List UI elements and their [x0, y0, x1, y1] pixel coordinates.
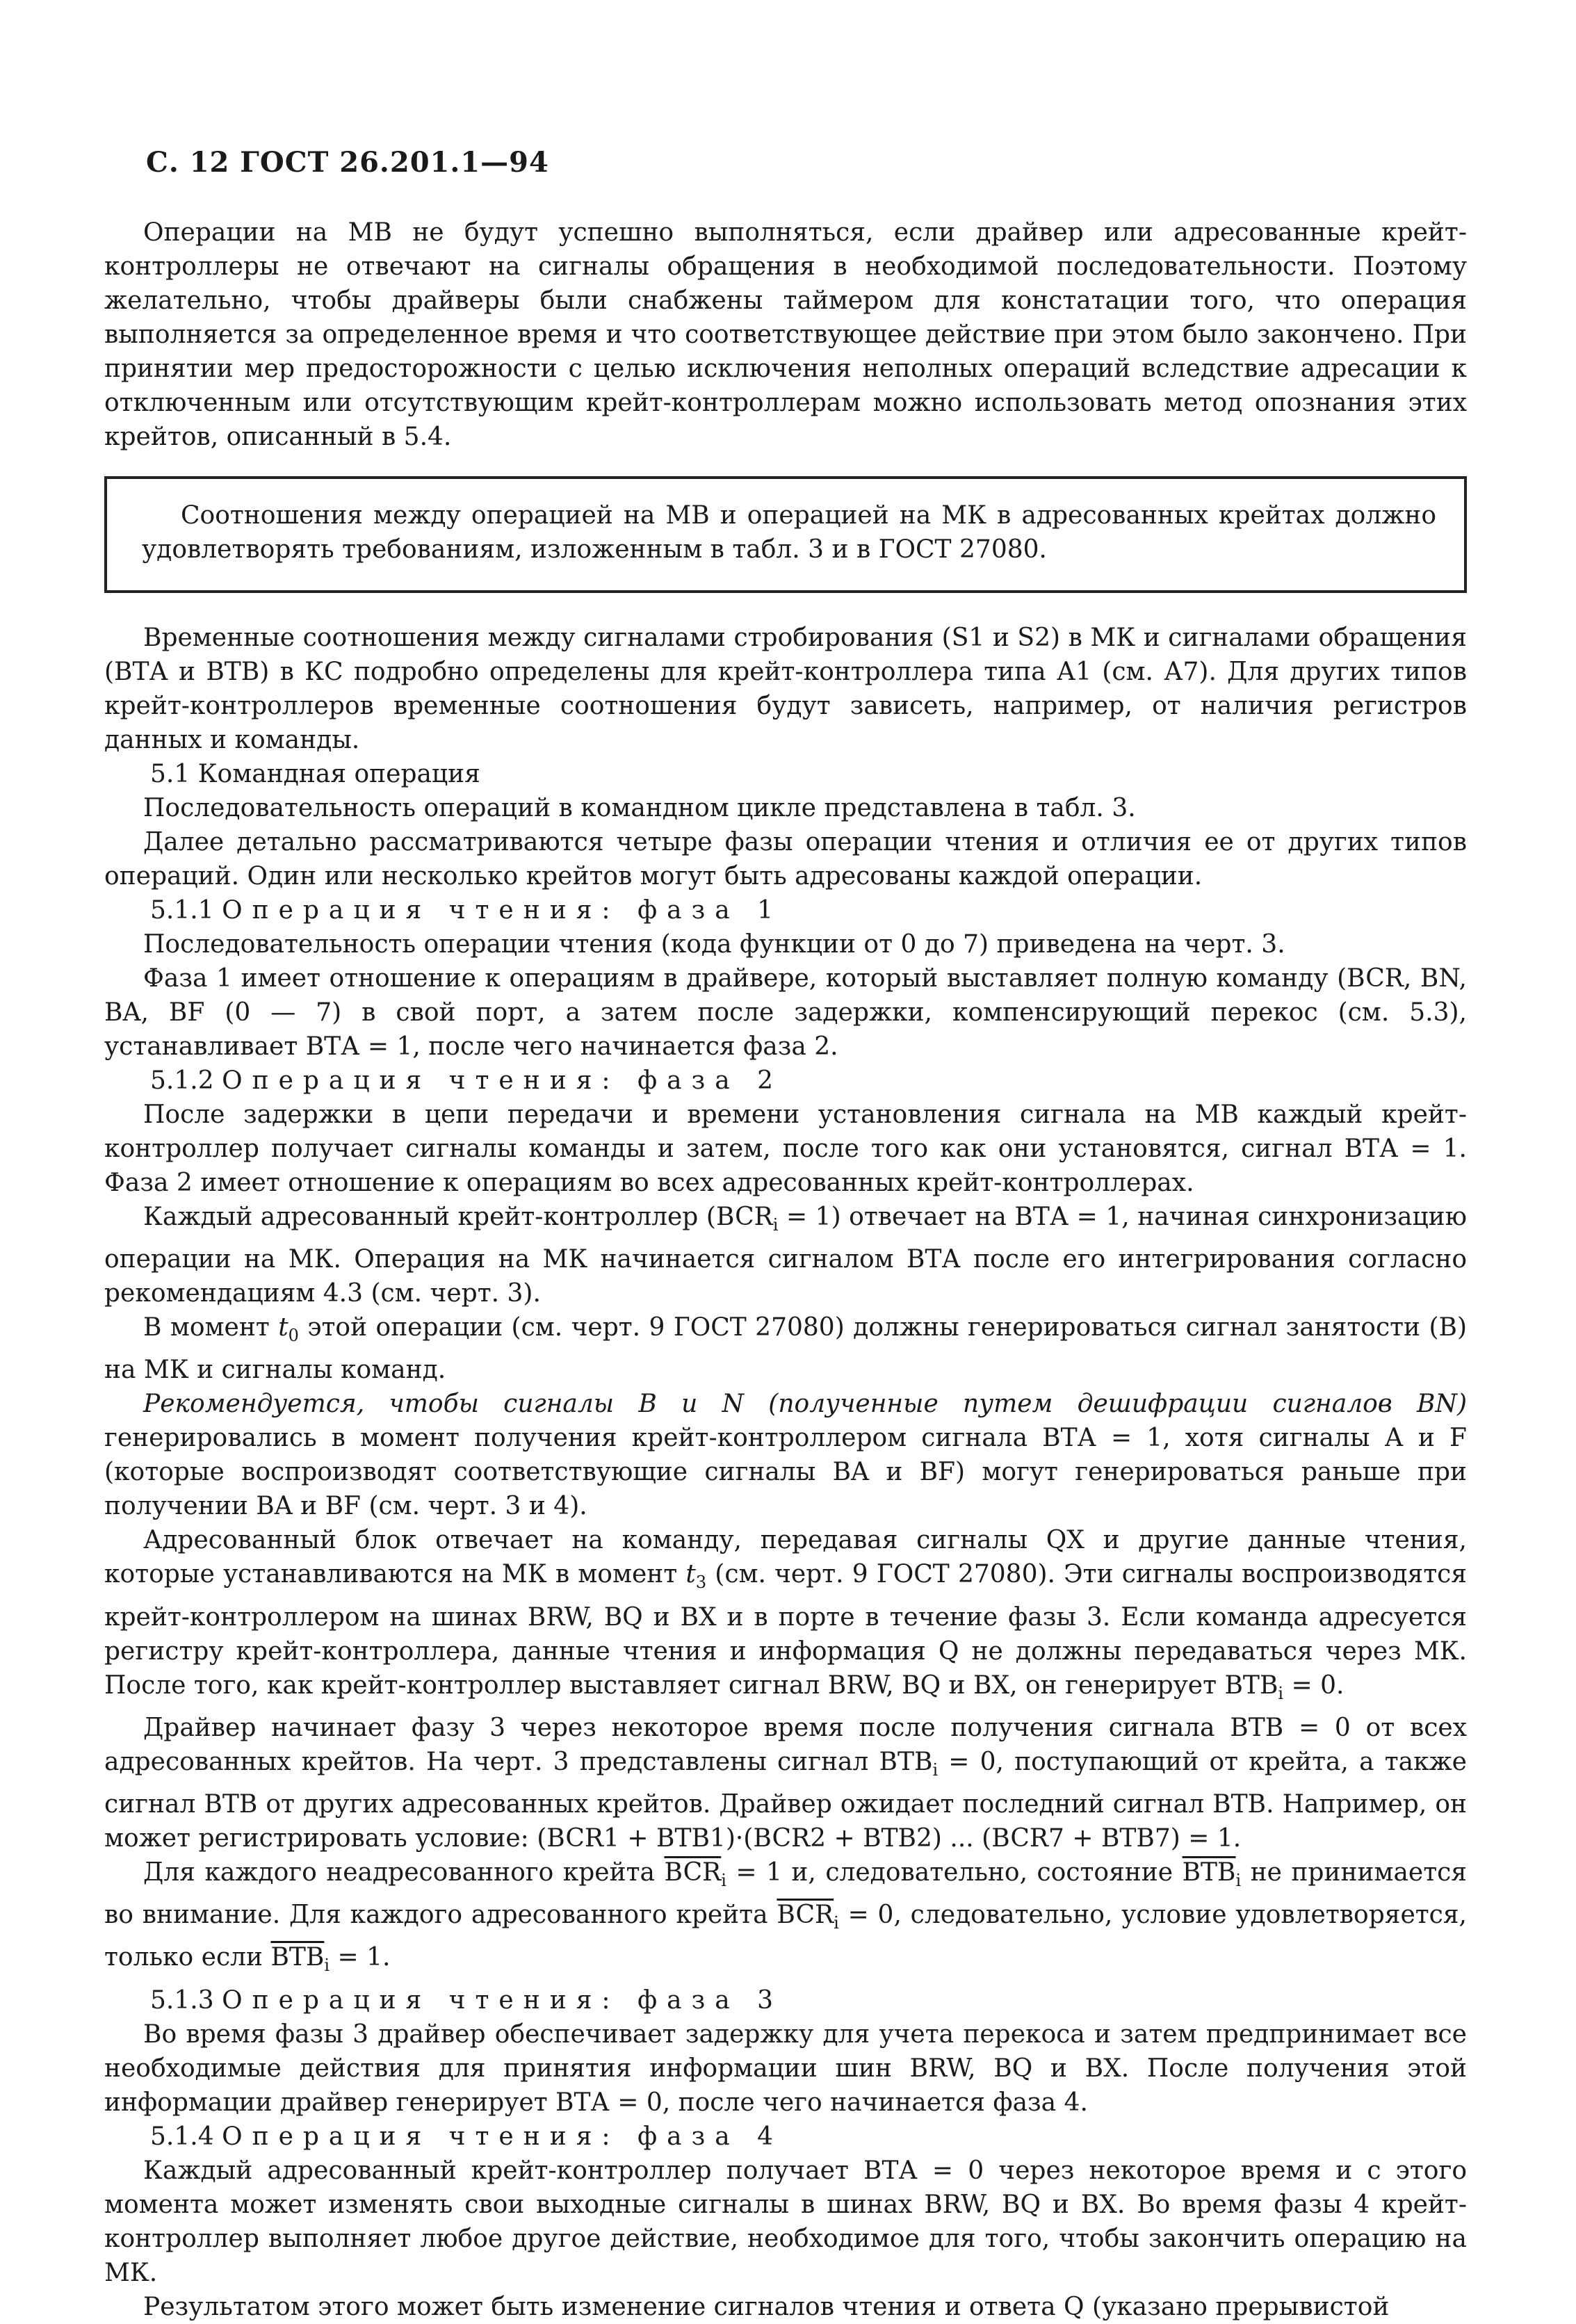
page-header: С. 12 ГОСТ 26.201.1—94 [146, 146, 549, 179]
intro-paragraph: Операции на МВ не будут успешно выполняться, если драйвер или адресованные крейт-контроллеры не отвечают на сигналы обращения в необходимой последовательности. Поэтому желательно, чтобы драйверы были снабжены таймером для констатации того, что операция выполняется за определенное время и что соответствующее действие при этом было закончено. При принятии мер предосторожности с целью исключения неполных операций вследствие адресации к отключенным или отсутствующим крейт-контроллерам можно использовать метод опознания этих крейтов, описанный в 5.4. [104, 218, 1467, 451]
section-heading: Операция чтения: фаза 2 [222, 1066, 783, 1095]
timing-paragraph: Временные соотношения между сигналами стробирования (S1 и S2) в МК и сигналами обращения (ВТА и ВТВ) в КС подробно определены для крейт-контроллера типа А1 (см. А7). Для других типов крейт-контроллеров временные соотношения будут зависеть, например, от наличия регистров данных и команды. [104, 624, 1467, 754]
section-5-1-2-p7: Для каждого неадресованного крейта $\overline{BCR}_i = 1$ и, следовательно, состояние $\overline{BTB}_i$ не принимается во внимание. Для каждого адресованного крейта $\overline{BCR}_i = 0$, следовательно, условие удовлетворяется, только если $\overline{BTB}_i = 1$. [104, 1858, 1468, 1976]
document-body [104, 216, 1467, 2324]
section-heading: Операция чтения: фаза 4 [222, 2122, 783, 2151]
section-number: 5.1.2 [150, 1066, 214, 1095]
section-5-1-3-title [104, 1983, 1467, 2017]
section-5-1-p1: Последовательность операций в командном цикле представлена в табл. 3. [143, 794, 1136, 822]
section-heading: Операция чтения: фаза 3 [222, 1985, 783, 2015]
section-5-1-2-p3: В момент $t_0$ этой операции (см. черт. 9 ГОСТ 27080) должны генерироваться сигнал занятости (В) на МК и сигналы команд. [104, 1313, 1467, 1385]
section-number: 5.1.4 [150, 2122, 214, 2151]
requirement-box [104, 476, 1467, 593]
section-5-1-p2: Далее детально рассматриваются четыре фазы операции чтения и отличия ее от других типов операций. Один или несколько крейтов могут быть адресованы каждой операции. [104, 828, 1467, 891]
section-5-1-1-title [104, 893, 1467, 927]
section-5-1-title: 5.1 Командная операция [150, 760, 480, 788]
section-5-1-4-p1: Каждый адресованный крейт-контроллер получает ВТА = 0 через некоторое время и с этого момента может изменять свои выходные сигналы в шинах BRW, BQ и BX. Во время фазы 4 крейт-контроллер выполняет любое другое действие, необходимое для того, чтобы закончить операцию на МК. [104, 2156, 1467, 2287]
logic-formula: (BCR1 + BTB1)·(BCR2 + BTB2) ... (BCR7 + BTB7) = 1. [537, 1823, 1242, 1853]
section-5-1-2-p6: Драйвер начинает фазу 3 через некоторое время после получения сигнала ВТВ = 0 от всех адресованных крейтов. На черт. 3 представлены сигнал $BTB_i = 0$, поступающий от крейта, а также сигнал ВТВ от других адресованных крейтов. Драйвер ожидает последний сигнал ВТВ. Например, он может регистрировать условие: (BCR1 + BTB1)·(BCR2 + BTB2) ... (BCR7 + BTB7) = 1. [104, 1713, 1467, 1853]
section-5-1-2-p1: После задержки в цепи передачи и времени установления сигнала на МВ каждый крейт-контроллер получает сигналы команды и затем, после того как они установятся, сигнал ВТА = 1. Фаза 2 имеет отношение к операциям во всех адресованных крейт-контроллерах. [104, 1100, 1467, 1197]
section-5-1-1-p2: Фаза 1 имеет отношение к операциям в драйвере, который выставляет полную команду (BCR, BN, BA, BF (0 — 7) в свой порт, а затем после задержки, компенсирующий перекос (см. 5.3), устанавливает ВТА = 1, после чего начинается фаза 2. [104, 964, 1467, 1061]
section-5-1-2-p4: Рекомендуется, чтобы сигналы В и N (полученные путем дешифрации сигналов BN) генерировались в момент получения крейт-контроллером сигнала ВТА = 1, хотя сигналы А и F (которые воспроизводят соответствующие сигналы BA и BF) могут генерироваться раньше при получении BA и BF (см. черт. 3 и 4). [104, 1390, 1468, 1521]
section-number: 5.1.1 [150, 896, 214, 925]
section-number: 5.1.3 [150, 1985, 214, 2015]
section-5-1-3-p1: Во время фазы 3 драйвер обеспечивает задержку для учета перекоса и затем предпринимает все необходимые действия для принятия информации шин BRW, BQ и BX. После получения этой информации драйвер генерирует ВТА = 0, после чего начинается фаза 4. [104, 2020, 1467, 2117]
requirement-text: Соотношения между операцией на МВ и операцией на МК в адресованных крейтах должно удовлетворять требованиям, изложенным в табл. 3 и в ГОСТ 27080. [142, 501, 1436, 564]
section-5-1-2-title [104, 1064, 1467, 1098]
section-5-1-4-title [104, 2120, 1467, 2154]
section-5-1-2-p2: Каждый адресованный крейт-контроллер $(BCR_i = 1)$ отвечает на ВТА = 1, начиная синхронизацию операции на МК. Операция на МК начинается сигналом ВТА после его интегрирования согласно рекомендациям 4.3 (см. черт. 3). [104, 1203, 1467, 1308]
section-5-1-1-p1: Последовательность операции чтения (кода функции от 0 до 7) приведена на черт. 3. [143, 930, 1285, 959]
section-5-1-4-p2: Результатом этого может быть изменение сигналов чтения и ответа Q (указано прерывистой [143, 2292, 1390, 2321]
section-heading: Операция чтения: фаза 1 [222, 896, 783, 925]
section-5-1-2-p5: Адресованный блок отвечает на команду, передавая сигналы QX и другие данные чтения, которые устанавливаются на МК в момент $t_3$ (см. черт. 9 ГОСТ 27080). Эти сигналы воспроизводятся крейт-контроллером на шинах BRW, BQ и BX и в порте в течение фазы 3. Если команда адресуется регистру крейт-контроллера, данные чтения и информация Q не должны передаваться через МК. После того, как крейт-контроллер выставляет сигнал BRW, BQ и BX, он генерирует $BTB_i = 0$. [104, 1526, 1467, 1703]
